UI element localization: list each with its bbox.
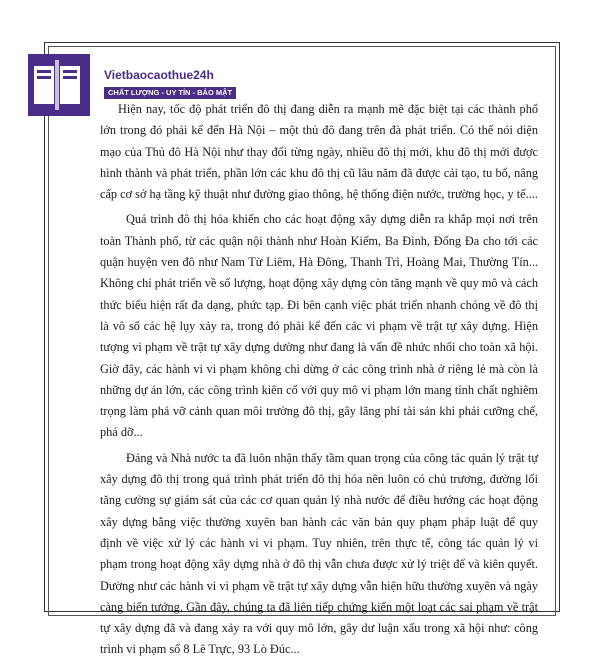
paragraph-2: Quá trình đô thị hóa khiến cho các hoạt động xây dựng diễn ra khắp mọi nơi trên toàn Thành phố, từ các quận nội thành như Hoàn Kiếm, Ba Đình, Đống Đa cho tới các quận huyện ven đô như Nam Từ Liêm, Hà Đông, Thanh Trì, Hoàng Mai, Thường Tín... Không chỉ phát triển về số lượng, hoạt động xây dựng còn tăng mạnh về quy mô và cách thức biểu hiện rất đa dạng, phức tạp. Đi bên cạnh việc phát triển nhanh chóng về đô thị là vô số các hệ lụy xảy ra, trong đó phải kể đến các vi phạm về trật tự xây dựng. Hiện tượng vi phạm về trật tự xây dựng dường như đang là vấn đề nhức nhối cho toàn xã hội. Giờ đây, các hành vi vi phạm không chỉ dừng ở các công trình nhà ở riêng lẻ mà còn là những dự án lớn, các công trình kiên cố với quy mô vi phạm lớn mang tính chất nghiêm trọng làm phá vỡ cảnh quan môi trường đô thị, gây lãng phí tài sản khi phải cưỡng chế, phá dỡ...	[100, 212, 538, 440]
brand-block	[104, 68, 236, 100]
brand-name: Vietbaocaothue24h	[104, 68, 214, 82]
paragraph-1: Hiện nay, tốc độ phát triển đô thị đang diễn ra mạnh mẽ đặc biệt tại các thành phố lớn trong đó phải kể đến Hà Nội – một thủ đô đang trên đà phát triển. Có thể nói diện mạo của Thủ đô Hà Nội như thay đổi từng ngày, nhiều đô thị mới, khu đô thị mới được hình thành và phát triển, phần lớn các khu đô thị cũ lâu năm đã được cải tạo, tu bổ, nâng cấp cơ sở hạ tầng kỹ thuật như đường giao thông, hệ thống điện nước, trường học, y tế....	[100, 102, 538, 202]
brand-tagline: CHẤT LƯỢNG - UY TÍN - BẢO MẬT	[104, 87, 236, 99]
paragraph-3: Đảng và Nhà nước ta đã luôn nhận thấy tầm quan trọng của công tác quản lý trật tự xây dựng đô thị trong quá trình phát triển đô thị hóa nên luôn có chủ trương, đường lối tăng cường sự giám sát của các cơ quan quản lý nhà nước để điều hướng các hoạt động xây dựng bằng việc thường xuyên ban hành các văn bản quy phạm pháp luật để quy định về việc xử lý các hành vi vi phạm. Tuy nhiên, trên thực tế, công tác quản lý vi phạm trong hoạt động xây dựng nhà ở đô thị vẫn chưa được xử lý triệt để và kiên quyết. Dường như các hành vi vi phạm về trật tự xây dựng vẫn hiện hữu thường xuyên và ngày càng biến tướng. Gần đây, chúng ta đã liên tiếp chứng kiến một loạt các sai phạm về trật tự xây dựng đã và đang xảy ra với quy mô lớn, gây dư luận xấu trong xã hội như: công trình vi phạm số 8 Lê Trực, 93 Lò Đúc...	[100, 450, 538, 657]
document-body	[100, 99, 538, 665]
book-icon	[22, 40, 102, 120]
